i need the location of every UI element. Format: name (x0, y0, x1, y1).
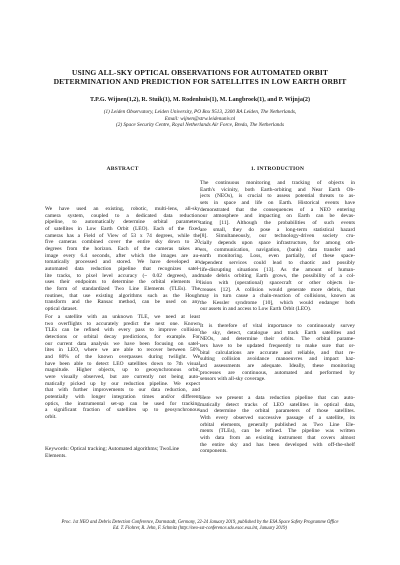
intro-paragraph-3 (200, 395, 355, 455)
title-line-1: USING ALL-SKY OPTICAL OBSERVATIONS FOR AUTOMATED ORBIT (71, 68, 329, 77)
text-line: and determine the orbital parameters of those satellites. (200, 408, 355, 415)
text-line: a significant fraction of satellites up to geosynchronous (45, 407, 200, 414)
text-line: sets in space and life on Earth. Historical events have (200, 199, 355, 206)
text-line: demonstrated that the consequences of a NEO entering (200, 206, 355, 213)
text-line: creases [12]. A collision would generate more debris, that (200, 286, 355, 293)
text-line: For a satellite with an unknown TLE, we need at least (45, 314, 200, 320)
text-line: made debris orbiting Earth grows, the possibility of a col- (200, 273, 355, 280)
text-line: have been able to detect LEO satellites down to 7th visual (45, 360, 200, 367)
text-line: jects (NEOs), is crucial to assess potential threats to as- (200, 193, 355, 200)
text-line: cameras has a Field of View of 53 x 74 degrees, while the (45, 232, 200, 239)
text-line: degrees from the horizon. Each of the cameras takes an (45, 245, 200, 252)
text-line: components. (200, 448, 228, 455)
text-line: orbit. (45, 413, 57, 420)
text-line: The continuous monitoring and tracking of objects in (200, 180, 355, 186)
footer-line-2: Ed. T. Flohrer, R. Jehn, F. Schmitz (http://neo-sst-conference.sdo.esoc.esa.int, January 2019) (113, 526, 287, 531)
abstract-heading: ABSTRACT (106, 166, 139, 172)
paper-title (30, 68, 370, 87)
text-line: the sky, detect, catalogue and track Earth satellites and (200, 329, 355, 336)
text-line: TLEs can be refined with every pass to improve collision (45, 327, 200, 334)
text-line: lision with (operational) spacecraft or other objects in- (200, 279, 355, 286)
text-line: that with further improvements to our data reduction, and (45, 387, 200, 394)
text-line: optics, the instrumental set-up can be used for tracking (45, 400, 200, 407)
text-line: our current data analysis we have been focusing on satel- (45, 340, 200, 347)
text-line: matically detect tracks of LEO satellites in optical data, (200, 401, 355, 408)
affiliations (25, 109, 375, 129)
text-line: five cameras combined cover the entire sky down to 20 (45, 239, 200, 246)
abstract-paragraph-2 (45, 314, 200, 421)
text-line: potentially with longer integration times and/or different (45, 393, 200, 400)
text-line: Here we present a data reduction pipeline that can auto- (200, 395, 355, 401)
text-line: camera system, coupled to a dedicated data reduction (45, 212, 200, 219)
affiliation-2: (2) Space Security Centre, Royal Netherlands Air Force, Breda, The Netherlands (115, 122, 285, 129)
text-line: image every 6.4 seconds, after which the images are au- (45, 252, 200, 259)
text-line: ters have to be updated frequently to make sure that or- (200, 342, 355, 349)
text-line: ers, communication, navigation, (bank) data transfer and (200, 246, 355, 253)
text-line: ments (TLEs), can be refined. The pipeline was written (200, 428, 355, 435)
proceedings-footer (30, 520, 370, 532)
text-line: and 80% of the known overpasses during twilight. We (45, 353, 200, 360)
text-line: transform and the Ransac method, can be used on any (45, 299, 200, 306)
text-line: We have used an existing, robotic, multi-lens, all-sky (45, 206, 200, 212)
text-line: cially depends upon space infrastructure, for among oth- (200, 239, 355, 246)
abstract-paragraph-1 (45, 206, 200, 313)
text-line: sulting collision avoidance manoeuvres and impact haz- (200, 356, 355, 363)
text-line: Earth's vicinity, both Earth-orbiting and Near Earth Ob- (200, 186, 355, 193)
text-line: earth monitoring. Loss, even partially, of these space- (200, 253, 355, 260)
text-line: ard assessments are adequate. Ideally, these monitoring (200, 362, 355, 369)
text-line: Line Elements. (45, 446, 180, 459)
text-line: With every observed successive passage of a satellite, its (200, 414, 355, 421)
text-line: NEOs, and determine their orbits. The orbital parame- (200, 336, 355, 343)
text-line: Keywords: Optical tracking; Automated algorithms; Two (45, 446, 170, 452)
text-line: processes are continuous, automated and performed by (200, 369, 355, 376)
text-line: automated data reduction pipeline that recognizes satel- (45, 265, 200, 272)
text-line: were visually observed, but are currently not being auto- (45, 373, 200, 380)
author-list: T.P.G. Wijnen(1,2), R. Stuik(1), M. Rodenhuis(1), M. Langbroek(1), and P. Wijnja(2) (90, 97, 310, 103)
text-line: two overflights to accurately predict the next one. Known (45, 320, 200, 327)
introduction-heading: 1. INTRODUCTION (250, 166, 305, 172)
affiliation-1: (1) Leiden Observatory, Leiden University, PO Box 9513, 2300 RA Leiden, The Netherlands, (103, 109, 297, 115)
text-line: orbital elements, generally published as Two Line Ele- (200, 421, 355, 428)
text-line: routines, that use existing algorithms such as the Hough (45, 292, 200, 299)
title-line-2: DETERMINATION AND PREDICTION FOR SATELLITES IN LOW EARTH ORBIT (53, 77, 347, 87)
text-line: tating [11]. Although the probabilities of such events (200, 219, 355, 226)
text-line: matically picked up by our reduction pipeline. We expect (45, 380, 200, 387)
footer-line-1: Proc. 1st NEO and Debris Detection Conference, Darmstadt, Germany, 22-24 January 2019, published by the ESA Space Safety Programme Office (61, 520, 339, 525)
text-line: uses their endpoints to determine the orbital elements in (45, 279, 200, 286)
text-line: optical dataset. (45, 305, 78, 312)
keywords (45, 446, 200, 459)
text-line: with data from an existing instrument that covers almost (200, 434, 355, 441)
text-line: our atmosphere and impacting on Earth can be devas- (200, 213, 355, 220)
text-line: sensors with all-sky coverage. (200, 376, 266, 383)
text-line: the form of standardized Two Line Elements (TLEs). The (45, 285, 200, 292)
text-line: are small, they do pose a long-term statistical hazard (200, 226, 355, 233)
text-line: detections or orbital decay predictions, for example. For (45, 333, 200, 340)
text-line: tomatically processed and stored. We have developed an (45, 259, 200, 266)
text-line: magnitude. Higher objects, up to geosynchronous orbit, (45, 367, 200, 374)
text-line: our assets in and access to Low Earth Orbit (LEO). (200, 306, 312, 313)
affiliation-email: Email: wijnen@strw.leidenuniv.nl (164, 115, 236, 122)
intro-paragraph-2 (200, 323, 355, 383)
text-line: It is therefore of vital importance to continuously survey (200, 323, 355, 329)
text-line: the Kessler syndrome [10], which would endanger both (200, 299, 355, 306)
text-line: bital calculations are accurate and reliable, and that re- (200, 349, 355, 356)
text-line: lites in LEO, where we are able to recover between 50% (45, 347, 200, 354)
text-line: pipeline, to automatically determine orbital parameters (45, 219, 200, 226)
text-line: may in turn cause a chain-reaction of collisions, known as (200, 293, 355, 300)
text-line: dependent services could lead to chaotic and possibly (200, 259, 355, 266)
text-line: the entire sky and has been developed with off-the-shelf (200, 441, 355, 448)
text-line: of satellites in Low Earth Orbit (LEO). Each of the fixed (45, 225, 200, 232)
text-line: lite tracks, to pixel level accuracy (~ 0.02 degrees), and (45, 272, 200, 279)
text-line: [8]. Simultaneously, our technology-driven society cru- (200, 233, 355, 240)
text-line: life-disrupting situations [13]. As the amount of human- (200, 266, 355, 273)
intro-paragraph-1 (200, 180, 355, 313)
